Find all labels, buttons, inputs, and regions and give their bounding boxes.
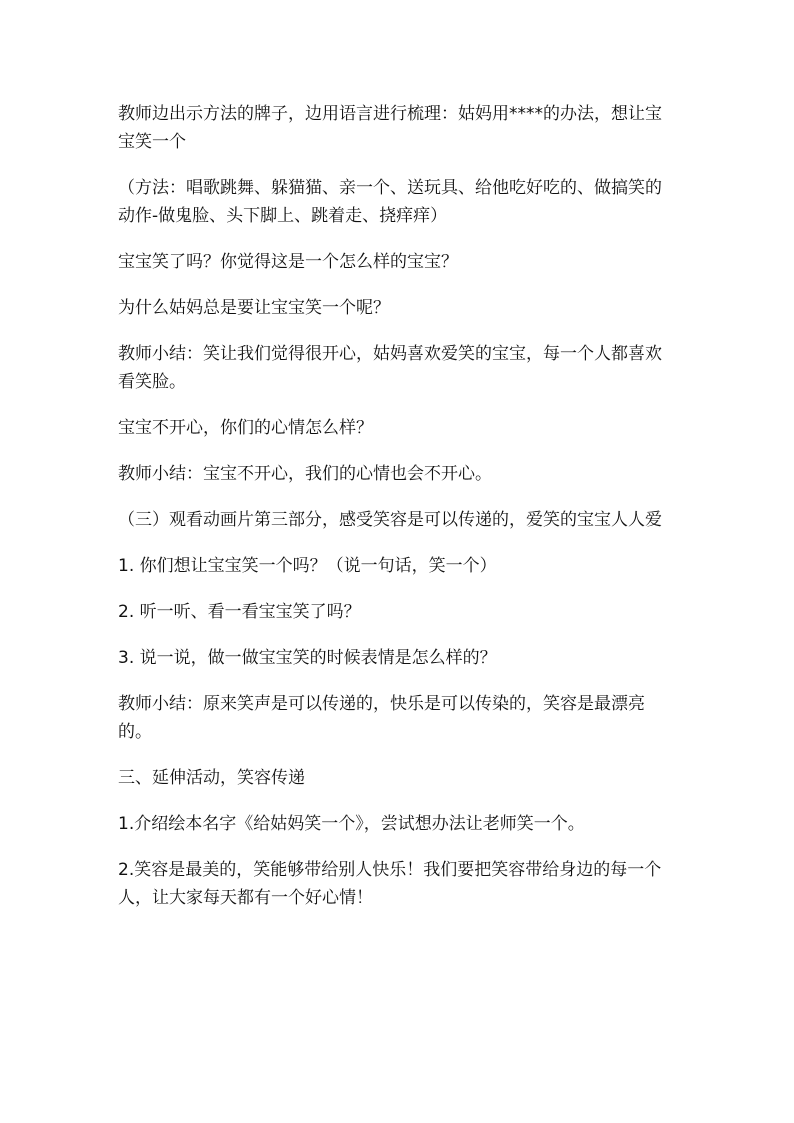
paragraph-step-1: 1. 你们想让宝宝笑一个吗？（说一句话，笑一个） bbox=[118, 556, 497, 576]
paragraph-method-sign: 教师边出示方法的牌子，边用语言进行梳理：姑妈用****的办法，想让宝宝笑一个 bbox=[118, 104, 662, 152]
paragraph-step-3: 3. 说一说，做一做宝宝笑的时候表情是怎么样的？ bbox=[118, 648, 497, 668]
document-body bbox=[118, 100, 678, 930]
paragraph-teacher-summary-2: 教师小结：宝宝不开心，我们的心情也会不开心。 bbox=[118, 464, 492, 484]
paragraph-question-baby-smiled: 宝宝笑了吗？你觉得这是一个怎么样的宝宝？ bbox=[118, 252, 458, 272]
paragraph-methods-list: （方法：唱歌跳舞、躲猫猫、亲一个、送玩具、给他吃好吃的、做搞笑的动作-做鬼脸、头下脚上、跳着走、挠痒痒） bbox=[118, 178, 662, 226]
paragraph-teacher-summary-3: 教师小结：原来笑声是可以传递的，快乐是可以传染的，笑容是最漂亮的。 bbox=[118, 694, 645, 742]
paragraph-question-why-aunt: 为什么姑妈总是要让宝宝笑一个呢？ bbox=[118, 298, 390, 318]
paragraph-step-2: 2. 听一听、看一看宝宝笑了吗？ bbox=[118, 602, 361, 622]
paragraph-extension-2: 2.笑容是最美的，笑能够带给别人快乐！我们要把笑容带给身边的每一个人，让大家每天都有一个好心情！ bbox=[118, 860, 662, 908]
paragraph-extension-1: 1.介绍绘本名字《给姑妈笑一个》，尝试想办法让老师笑一个。 bbox=[118, 814, 585, 834]
paragraph-section-three: （三）观看动画片第三部分，感受笑容是可以传递的，爱笑的宝宝人人爱 bbox=[118, 510, 662, 530]
paragraph-question-mood: 宝宝不开心，你们的心情怎么样？ bbox=[118, 418, 373, 438]
paragraph-teacher-summary-1: 教师小结：笑让我们觉得很开心，姑妈喜欢爱笑的宝宝，每一个人都喜欢看笑脸。 bbox=[118, 344, 662, 392]
paragraph-extension-heading: 三、延伸活动，笑容传递 bbox=[118, 768, 305, 788]
